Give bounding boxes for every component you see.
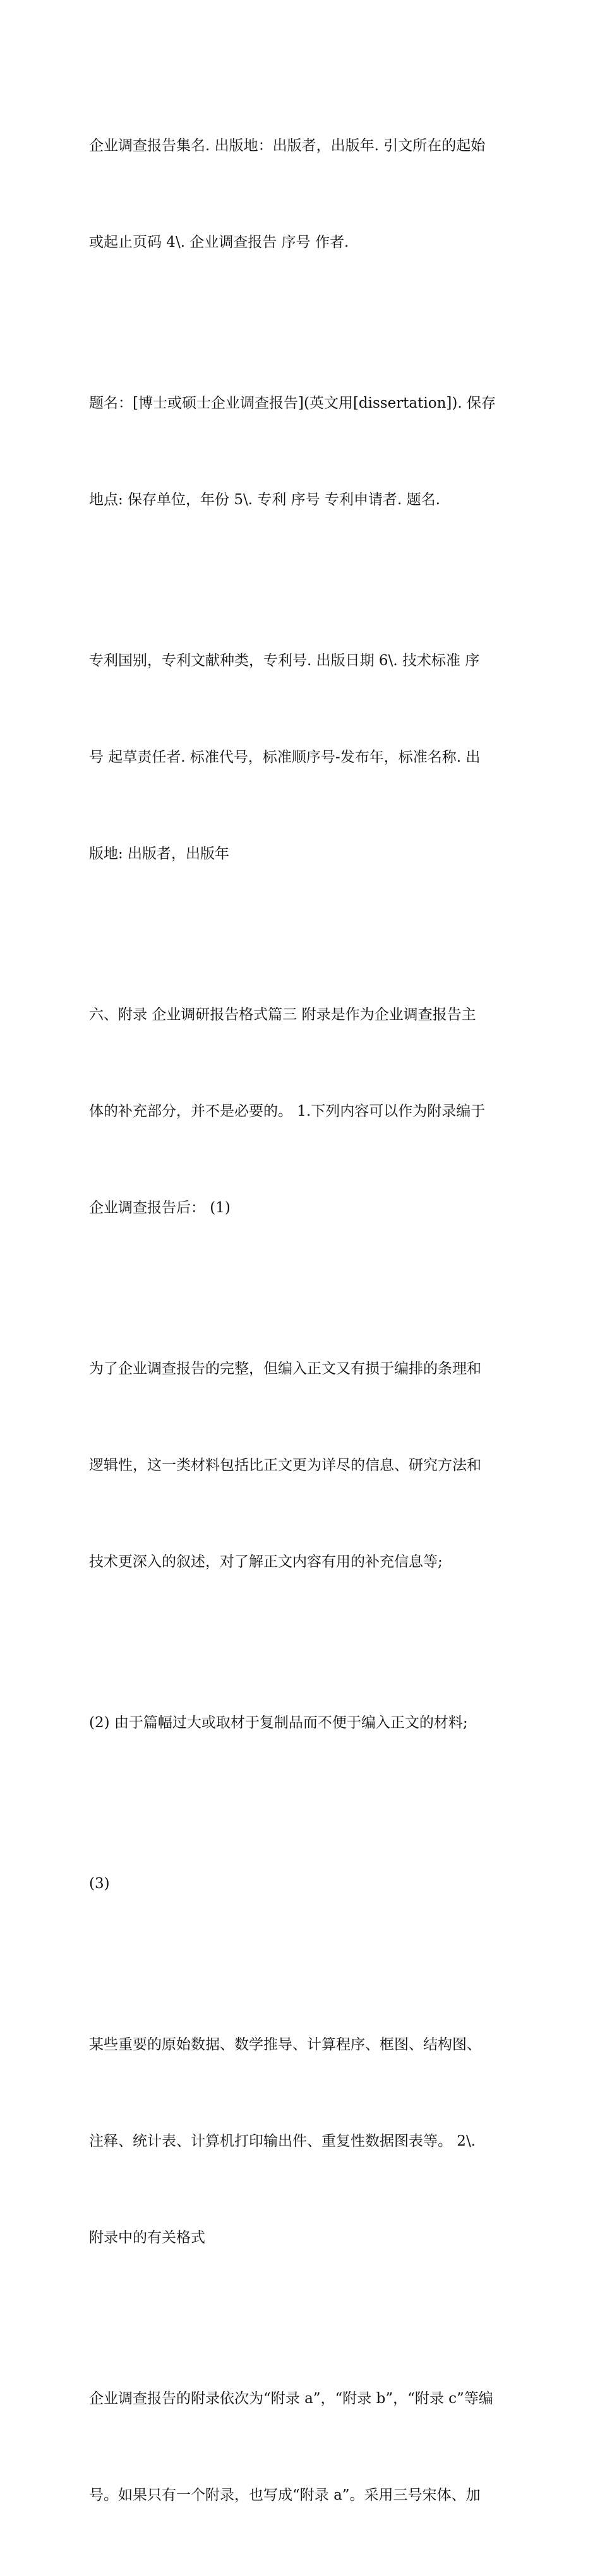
text-line: 附录中的有关格式 [89,2230,205,2246]
text-line: (2) 由于篇幅过大或取材于复制品而不便于编入正文的材料; [89,1715,468,1731]
text-line: 某些重要的原始数据、数学推导、计算程序、框图、结构图、 [89,2036,481,2053]
text-line: 企业调查报告的附录依次为“附录 a”，“附录 b”，“附录 c”等编 [89,2390,493,2407]
text-line: 号 起草责任者. 标准代号，标准顺序号-发布年，标准名称. 出 [89,749,481,765]
text-line: 版地: 出版者，出版年 [89,846,230,862]
text-line: 号。如果只有一个附录，也写成“附录 a”。采用三号宋体、加 [89,2487,481,2503]
document-page [89,66,519,2576]
paragraph-appendix-item-3 [89,1964,519,2319]
paragraph-references-dissertation [89,323,519,581]
text-line: 题名：[博士或硕士企业调查报告](英文用[dissertation]). 保存 [89,395,496,411]
paragraph-references-patent [89,581,519,935]
text-line: 或起止页码 4\. 企业调查报告 序号 作者. [89,234,349,251]
text-line: 逻辑性，这一类材料包括比正文更为详尽的信息、研究方法和 [89,1457,481,1474]
text-line: 体的补充部分，并不是必要的。 1.下列内容可以作为附录编于 [89,1103,486,1120]
paragraph-references-collection [89,66,519,323]
text-line: 专利国别，专利文献种类，专利号. 出版日期 6\. 技术标准 序 [89,653,480,669]
text-line: 六、附录 企业调研报告格式篇三 附录是作为企业调查报告主 [89,1007,476,1023]
text-line: (3) [89,1876,110,1892]
paragraph-appendix-item-3-label [89,1804,519,1964]
text-line: 地点: 保存单位，年份 5\. 专利 序号 专利申请者. 题名. [89,492,440,508]
paragraph-appendix-item-2 [89,1643,519,1804]
text-line: 企业调查报告集名. 出版地：出版者，出版年. 引文所在的起始 [89,138,486,154]
paragraph-appendix-item-1 [89,1289,519,1643]
paragraph-appendix-intro [89,935,519,1289]
paragraph-appendix-format [89,2319,519,2576]
text-line: 为了企业调查报告的完整，但编入正文又有损于编排的条理和 [89,1361,481,1377]
text-line: 注释、统计表、计算机打印输出件、重复性数据图表等。 2\. [89,2133,476,2149]
text-line: 技术更深入的叙述，对了解正文内容有用的补充信息等; [89,1554,443,1570]
text-line: 企业调查报告后： (1) [89,1200,231,1216]
